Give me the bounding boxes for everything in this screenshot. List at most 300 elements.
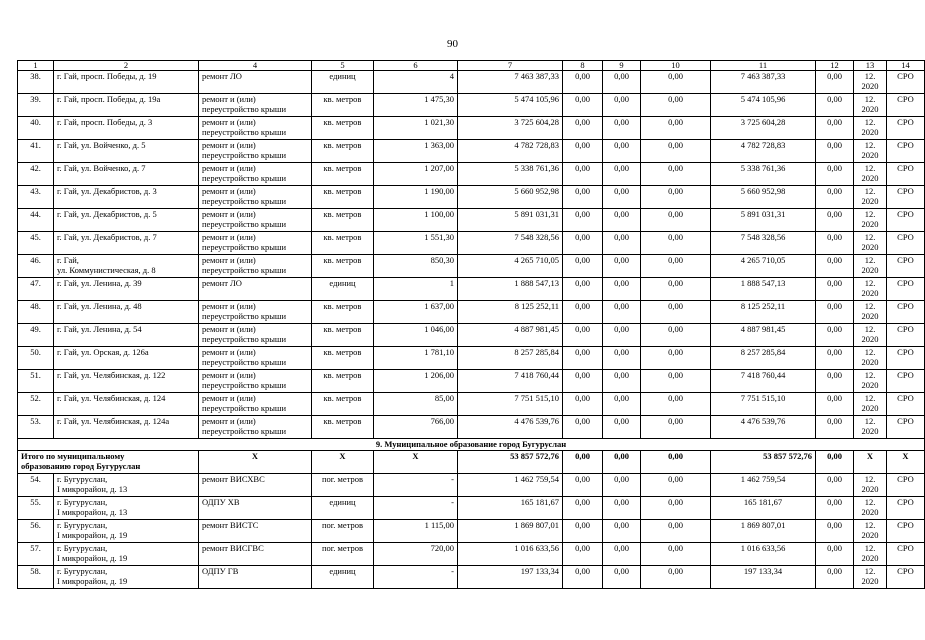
work-type-line: ремонт и (или): [202, 163, 256, 173]
owner-type: СРО: [887, 301, 925, 324]
row-number: 40.: [18, 117, 54, 140]
completion-date: [854, 117, 887, 140]
address-line: г. Бугуруслан,: [57, 520, 108, 530]
cost-total: 1 462 759,54: [458, 474, 563, 497]
cost-col11: 5 891 031,31: [711, 209, 816, 232]
row-number: 45.: [18, 232, 54, 255]
cost-col8: 0,00: [563, 324, 603, 347]
work-type: [199, 347, 312, 370]
cost-col8: 0,00: [563, 140, 603, 163]
completion-date-line: 12.: [864, 416, 876, 426]
quantity: 1 637,00: [374, 301, 458, 324]
completion-date-line: 12.: [864, 94, 876, 104]
work-type-line: переустройство крыши: [202, 334, 287, 344]
total-date: Х: [854, 451, 887, 474]
cost-total: 4 476 539,76: [458, 416, 563, 439]
address: [54, 278, 199, 301]
owner-type: СРО: [887, 163, 925, 186]
cost-col10: 0,00: [641, 347, 711, 370]
completion-date-line: 12.: [864, 301, 876, 311]
quantity: 1 190,00: [374, 186, 458, 209]
work-type-line: переустройство крыши: [202, 173, 287, 183]
quantity: 766,00: [374, 416, 458, 439]
cost-col11: 4 782 728,83: [711, 140, 816, 163]
completion-date-line: 2020: [861, 150, 879, 160]
owner-type: СРО: [887, 370, 925, 393]
completion-date-line: 12.: [864, 347, 876, 357]
total-cost: 53 857 572,76: [458, 451, 563, 474]
work-type-line: ремонт и (или): [202, 393, 256, 403]
owner-type: СРО: [887, 209, 925, 232]
cost-col11: 1 888 547,13: [711, 278, 816, 301]
work-type: [199, 416, 312, 439]
unit: единиц: [312, 566, 374, 589]
address-line: г. Гай, ул. Декабристов, д. 7: [57, 232, 157, 242]
column-number: 7: [458, 61, 563, 71]
work-type: [199, 497, 312, 520]
completion-date: [854, 324, 887, 347]
completion-date: [854, 163, 887, 186]
row-number: 52.: [18, 393, 54, 416]
cost-col10: 0,00: [641, 232, 711, 255]
cost-col8: 0,00: [563, 393, 603, 416]
cost-total: 1 888 547,13: [458, 278, 563, 301]
capital-repair-table: [17, 60, 925, 589]
work-type-line: ОДПУ ХВ: [202, 497, 240, 507]
address: [54, 370, 199, 393]
address: [54, 71, 199, 94]
cost-col10: 0,00: [641, 543, 711, 566]
work-type-line: переустройство крыши: [202, 403, 287, 413]
completion-date: [854, 232, 887, 255]
cost-col12: 0,00: [816, 566, 854, 589]
column-number: 8: [563, 61, 603, 71]
completion-date-line: 2020: [861, 311, 879, 321]
total-unit: Х: [312, 451, 374, 474]
row-number: 41.: [18, 140, 54, 163]
quantity: -: [374, 566, 458, 589]
cost-col11: 3 725 604,28: [711, 117, 816, 140]
cost-col12: 0,00: [816, 163, 854, 186]
cost-col11: 5 474 105,96: [711, 94, 816, 117]
address: [54, 163, 199, 186]
total-row: [18, 451, 925, 474]
quantity: 1 363,00: [374, 140, 458, 163]
cost-col12: 0,00: [816, 497, 854, 520]
section-title: 9. Муниципальное образование город Бугуруслан: [18, 439, 925, 451]
completion-date: [854, 94, 887, 117]
completion-date: [854, 416, 887, 439]
unit: кв. метров: [312, 370, 374, 393]
total-label-line: Итого по муниципальному: [21, 451, 125, 461]
cost-total: 165 181,67: [458, 497, 563, 520]
cost-total: 4 887 981,45: [458, 324, 563, 347]
address-line: г. Бугуруслан,: [57, 497, 108, 507]
address-line: I микрорайон, д. 13: [57, 484, 128, 494]
cost-col8: 0,00: [563, 347, 603, 370]
cost-col9: 0,00: [603, 474, 641, 497]
cost-col10: 0,00: [641, 416, 711, 439]
cost-col9: 0,00: [603, 566, 641, 589]
cost-col10: 0,00: [641, 497, 711, 520]
cost-col12: 0,00: [816, 209, 854, 232]
quantity: 1 781,10: [374, 347, 458, 370]
work-type-line: переустройство крыши: [202, 104, 287, 114]
work-type: [199, 94, 312, 117]
completion-date-line: 2020: [861, 334, 879, 344]
address-line: г. Гай, ул. Орская, д. 126а: [57, 347, 149, 357]
completion-date-line: 2020: [861, 196, 879, 206]
unit: кв. метров: [312, 393, 374, 416]
completion-date-line: 2020: [861, 530, 879, 540]
completion-date-line: 2020: [861, 81, 879, 91]
completion-date-line: 12.: [864, 255, 876, 265]
quantity: 1 475,30: [374, 94, 458, 117]
completion-date-line: 12.: [864, 117, 876, 127]
address-line: I микрорайон, д. 19: [57, 553, 128, 563]
cost-col8: 0,00: [563, 232, 603, 255]
work-type-line: ремонт и (или): [202, 209, 256, 219]
cost-total: 3 725 604,28: [458, 117, 563, 140]
completion-date-line: 2020: [861, 484, 879, 494]
work-type-line: ремонт ВИСГВС: [202, 543, 264, 553]
row-number: 38.: [18, 71, 54, 94]
address: [54, 140, 199, 163]
column-number: 5: [312, 61, 374, 71]
table-row: [18, 543, 925, 566]
work-type: [199, 186, 312, 209]
cost-col8: 0,00: [563, 163, 603, 186]
table-row: [18, 186, 925, 209]
cost-col8: 0,00: [563, 278, 603, 301]
cost-col10: 0,00: [641, 94, 711, 117]
work-type-line: ремонт ЛО: [202, 278, 242, 288]
unit: единиц: [312, 71, 374, 94]
completion-date-line: 2020: [861, 265, 879, 275]
completion-date-line: 12.: [864, 209, 876, 219]
table-row: [18, 520, 925, 543]
address: [54, 209, 199, 232]
owner-type: СРО: [887, 94, 925, 117]
row-number: 47.: [18, 278, 54, 301]
address: [54, 117, 199, 140]
work-type: [199, 520, 312, 543]
unit: кв. метров: [312, 209, 374, 232]
owner-type: СРО: [887, 324, 925, 347]
table-row: [18, 255, 925, 278]
cost-col9: 0,00: [603, 278, 641, 301]
address: [54, 255, 199, 278]
owner-type: СРО: [887, 543, 925, 566]
completion-date: [854, 186, 887, 209]
cost-col10: 0,00: [641, 393, 711, 416]
row-number: 43.: [18, 186, 54, 209]
column-number: 4: [199, 61, 312, 71]
total-label-line: образованию город Бугуруслан: [21, 461, 141, 471]
work-type: [199, 163, 312, 186]
completion-date-line: 2020: [861, 426, 879, 436]
cost-col9: 0,00: [603, 117, 641, 140]
completion-date-line: 12.: [864, 186, 876, 196]
completion-date-line: 2020: [861, 357, 879, 367]
table-row: [18, 497, 925, 520]
address: [54, 232, 199, 255]
cost-total: 7 463 387,33: [458, 71, 563, 94]
unit: кв. метров: [312, 324, 374, 347]
table-row: [18, 370, 925, 393]
cost-total: 197 133,34: [458, 566, 563, 589]
cost-col10: 0,00: [641, 474, 711, 497]
owner-type: СРО: [887, 71, 925, 94]
address-line: I микрорайон, д. 13: [57, 507, 128, 517]
owner-type: СРО: [887, 566, 925, 589]
completion-date: [854, 474, 887, 497]
completion-date-line: 12.: [864, 71, 876, 81]
table-row: [18, 71, 925, 94]
unit: единиц: [312, 278, 374, 301]
work-type: [199, 370, 312, 393]
cost-col9: 0,00: [603, 186, 641, 209]
cost-col12: 0,00: [816, 393, 854, 416]
cost-col11: 1 869 807,01: [711, 520, 816, 543]
cost-col9: 0,00: [603, 163, 641, 186]
address-line: г. Гай, ул. Декабристов, д. 5: [57, 209, 157, 219]
cost-col12: 0,00: [816, 232, 854, 255]
address: [54, 393, 199, 416]
completion-date-line: 12.: [864, 474, 876, 484]
completion-date-line: 12.: [864, 497, 876, 507]
cost-col9: 0,00: [603, 416, 641, 439]
work-type: [199, 566, 312, 589]
cost-col11: 1 462 759,54: [711, 474, 816, 497]
table-row: [18, 393, 925, 416]
table-row: [18, 301, 925, 324]
address: [54, 186, 199, 209]
address: [54, 566, 199, 589]
completion-date: [854, 255, 887, 278]
cost-col8: 0,00: [563, 566, 603, 589]
cost-col8: 0,00: [563, 543, 603, 566]
cost-col11: 165 181,67: [711, 497, 816, 520]
quantity: -: [374, 497, 458, 520]
cost-col11: 5 338 761,36: [711, 163, 816, 186]
row-number: 55.: [18, 497, 54, 520]
completion-date: [854, 301, 887, 324]
row-number: 51.: [18, 370, 54, 393]
table-row: [18, 474, 925, 497]
address-line: г. Гай, ул. Челябинская, д. 124: [57, 393, 166, 403]
column-number: 1: [18, 61, 54, 71]
address-line: г. Гай, ул. Ленина, д. 48: [57, 301, 142, 311]
unit: кв. метров: [312, 140, 374, 163]
completion-date-line: 12.: [864, 232, 876, 242]
owner-type: СРО: [887, 140, 925, 163]
completion-date: [854, 209, 887, 232]
cost-col12: 0,00: [816, 347, 854, 370]
column-number: 12: [816, 61, 854, 71]
work-type-line: ремонт ЛО: [202, 71, 242, 81]
unit: пог. метров: [312, 543, 374, 566]
cost-col10: 0,00: [641, 370, 711, 393]
address-line: г. Гай, просп. Победы, д. 19а: [57, 94, 161, 104]
quantity: 850,30: [374, 255, 458, 278]
cost-col12: 0,00: [816, 543, 854, 566]
unit: пог. метров: [312, 474, 374, 497]
table-row: [18, 140, 925, 163]
cost-col10: 0,00: [641, 324, 711, 347]
cost-col11: 8 257 285,84: [711, 347, 816, 370]
completion-date: [854, 520, 887, 543]
cost-col11: 1 016 633,56: [711, 543, 816, 566]
cost-total: 7 548 328,56: [458, 232, 563, 255]
quantity: 720,00: [374, 543, 458, 566]
address: [54, 497, 199, 520]
quantity: 1 046,00: [374, 324, 458, 347]
cost-col10: 0,00: [641, 566, 711, 589]
address-line: г. Гай, ул. Ленина, д. 54: [57, 324, 142, 334]
row-number: 39.: [18, 94, 54, 117]
row-number: 57.: [18, 543, 54, 566]
cost-col9: 0,00: [603, 209, 641, 232]
completion-date: [854, 393, 887, 416]
work-type: [199, 209, 312, 232]
cost-col11: 7 418 760,44: [711, 370, 816, 393]
owner-type: СРО: [887, 186, 925, 209]
cost-total: 4 265 710,05: [458, 255, 563, 278]
address: [54, 347, 199, 370]
column-number: 9: [603, 61, 641, 71]
address: [54, 324, 199, 347]
address: [54, 474, 199, 497]
completion-date-line: 12.: [864, 278, 876, 288]
cost-col10: 0,00: [641, 301, 711, 324]
column-number: 13: [854, 61, 887, 71]
address: [54, 94, 199, 117]
cost-total: 7 418 760,44: [458, 370, 563, 393]
completion-date-line: 2020: [861, 242, 879, 252]
completion-date-line: 12.: [864, 324, 876, 334]
unit: кв. метров: [312, 301, 374, 324]
cost-col9: 0,00: [603, 543, 641, 566]
column-number: 6: [374, 61, 458, 71]
cost-col12: 0,00: [816, 278, 854, 301]
work-type: [199, 474, 312, 497]
work-type-line: ремонт и (или): [202, 186, 256, 196]
cost-col9: 0,00: [603, 232, 641, 255]
row-number: 46.: [18, 255, 54, 278]
cost-col11: 197 133,34: [711, 566, 816, 589]
quantity: 1 207,00: [374, 163, 458, 186]
owner-type: СРО: [887, 278, 925, 301]
work-type-line: переустройство крыши: [202, 265, 287, 275]
quantity: 1 206,00: [374, 370, 458, 393]
cost-col12: 0,00: [816, 474, 854, 497]
work-type: [199, 232, 312, 255]
row-number: 54.: [18, 474, 54, 497]
quantity: 4: [374, 71, 458, 94]
completion-date: [854, 140, 887, 163]
address-line: г. Гай, ул. Челябинская, д. 124а: [57, 416, 170, 426]
cost-col8: 0,00: [563, 520, 603, 543]
quantity: 1 021,30: [374, 117, 458, 140]
row-number: 58.: [18, 566, 54, 589]
cost-col8: 0,00: [563, 301, 603, 324]
row-number: 56.: [18, 520, 54, 543]
completion-date-line: 2020: [861, 104, 879, 114]
work-type: [199, 278, 312, 301]
unit: единиц: [312, 497, 374, 520]
owner-type: СРО: [887, 255, 925, 278]
address-line: г. Гай, просп. Победы, д. 19: [57, 71, 157, 81]
work-type-line: ремонт ВИСТС: [202, 520, 259, 530]
work-type-line: переустройство крыши: [202, 426, 287, 436]
cost-col11: 4 476 539,76: [711, 416, 816, 439]
column-number: 2: [54, 61, 199, 71]
unit: пог. метров: [312, 520, 374, 543]
quantity: 1 100,00: [374, 209, 458, 232]
address-line: г. Гай, просп. Победы, д. 3: [57, 117, 153, 127]
work-type-line: переустройство крыши: [202, 380, 287, 390]
owner-type: СРО: [887, 497, 925, 520]
cost-col9: 0,00: [603, 520, 641, 543]
cost-col12: 0,00: [816, 186, 854, 209]
cost-total: 5 891 031,31: [458, 209, 563, 232]
work-type-line: ремонт и (или): [202, 117, 256, 127]
cost-col9: 0,00: [603, 255, 641, 278]
work-type: [199, 324, 312, 347]
cost-total: 7 751 515,10: [458, 393, 563, 416]
cost-col12: 0,00: [816, 71, 854, 94]
cost-col12: 0,00: [816, 370, 854, 393]
work-type: [199, 117, 312, 140]
completion-date: [854, 370, 887, 393]
address-line: I микрорайон, д. 19: [57, 576, 128, 586]
cost-total: 1 016 633,56: [458, 543, 563, 566]
unit: кв. метров: [312, 94, 374, 117]
section-header-row: [18, 439, 925, 451]
cost-col9: 0,00: [603, 347, 641, 370]
cost-col12: 0,00: [816, 416, 854, 439]
cost-col11: 7 751 515,10: [711, 393, 816, 416]
cost-col12: 0,00: [816, 94, 854, 117]
table-row: [18, 278, 925, 301]
cost-total: 4 782 728,83: [458, 140, 563, 163]
cost-col8: 0,00: [563, 117, 603, 140]
cost-col11: 7 463 387,33: [711, 71, 816, 94]
work-type-line: переустройство крыши: [202, 150, 287, 160]
table-row: [18, 163, 925, 186]
cost-col9: 0,00: [603, 140, 641, 163]
address-line: г. Бугуруслан,: [57, 474, 108, 484]
unit: кв. метров: [312, 416, 374, 439]
address: [54, 301, 199, 324]
table-row: [18, 117, 925, 140]
total-col8: 0,00: [563, 451, 603, 474]
completion-date: [854, 566, 887, 589]
work-type-line: ремонт ВИСХВС: [202, 474, 265, 484]
completion-date-line: 12.: [864, 140, 876, 150]
work-type-line: переустройство крыши: [202, 311, 287, 321]
completion-date-line: 12.: [864, 566, 876, 576]
owner-type: СРО: [887, 416, 925, 439]
cost-col8: 0,00: [563, 474, 603, 497]
address-line: г. Гай, ул. Войченко, д. 5: [57, 140, 146, 150]
cost-col8: 0,00: [563, 71, 603, 94]
completion-date-line: 2020: [861, 576, 879, 586]
cost-total: 8 257 285,84: [458, 347, 563, 370]
row-number: 44.: [18, 209, 54, 232]
cost-col9: 0,00: [603, 370, 641, 393]
